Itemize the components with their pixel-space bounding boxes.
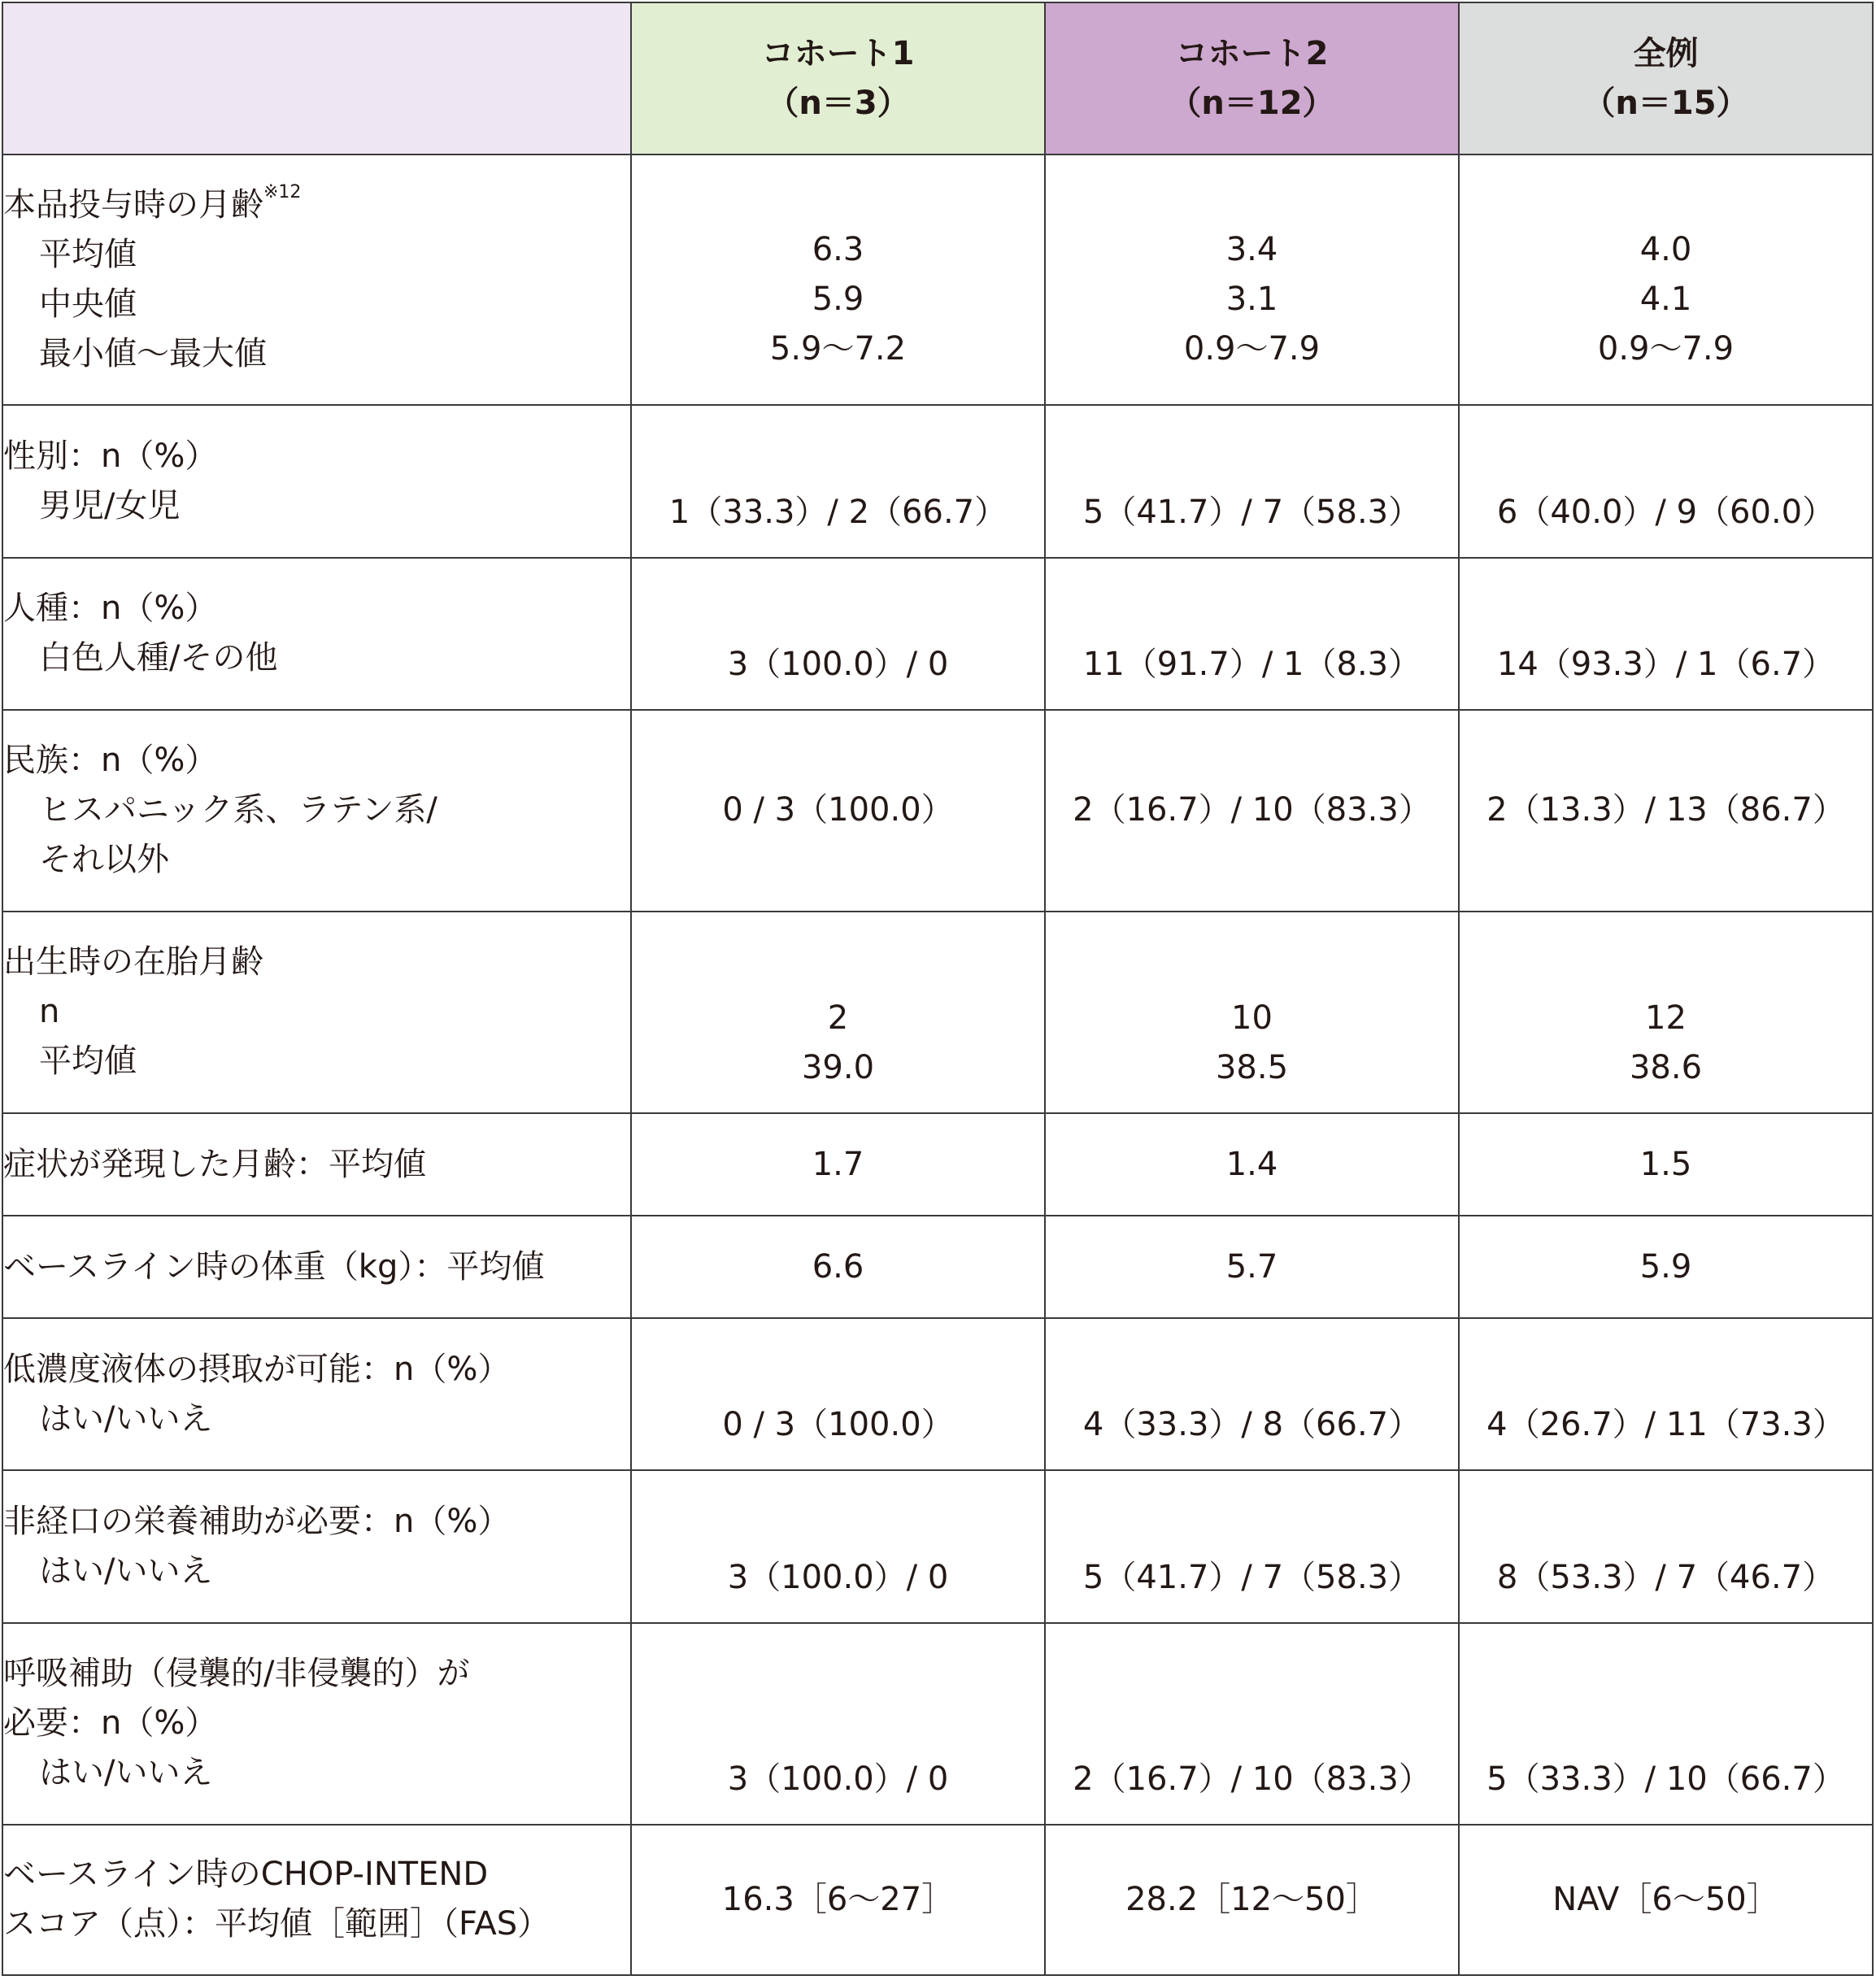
oral-title: 低濃度液体の摂取が可能：n（%） [3,1350,511,1388]
age-cohort1-range: 5.9〜7.2 [769,330,907,368]
nutrition-all-cell: 8（53.3）/ 7（46.7） [1459,1470,1873,1622]
gestation-all-cell [1459,912,1873,1113]
sex-title: 性別：n（%） [3,437,218,475]
nutrition-cohort1-cell: 3（100.0）/ 0 [631,1470,1045,1622]
table-row-oral-intake [2,1318,1873,1470]
gestation-cohort1-cell [631,912,1045,1113]
gestation-title: 出生時の在胎月齢 [3,943,263,981]
respiratory-all-cell: 5（33.3）/ 10（66.7） [1459,1623,1873,1825]
age-cohort2-range: 0.9〜7.9 [1183,330,1321,368]
age-cohort2-mean: 3.4 [1225,231,1278,269]
age-footnote-mark: ※12 [263,182,302,203]
sex-cohort2-cell: 5（41.7）/ 7（58.3） [1045,405,1459,557]
sex-all-cell: 6（40.0）/ 9（60.0） [1459,405,1873,557]
ethnicity-cohort1-cell: 0 / 3（100.0） [631,710,1045,912]
age-cohort2-median: 3.1 [1225,281,1278,319]
row-label-sex [2,405,631,557]
respiratory-cohort2-cell: 2（16.7）/ 10（83.3） [1045,1623,1459,1825]
gestation-all-n: 12 [1645,999,1687,1038]
chop-all-cell: NAV［6〜50］ [1459,1825,1873,1975]
baseline-characteristics-table [2,2,1874,1976]
ethnicity-sub1: ヒスパニック系、ラテン系/ [39,791,437,829]
age-cohort1-median: 5.9 [812,281,864,319]
gestation-cohort1-mean: 39.0 [801,1049,875,1087]
race-sub: 白色人種/その他 [39,639,278,677]
table-row-respiratory-support [2,1623,1873,1825]
ethnicity-all-cell: 2（13.3）/ 13（86.7） [1459,710,1873,912]
all-name: 全例 [1633,34,1699,72]
cohort2-n: （n＝12） [1169,84,1335,122]
weight-cohort1-cell: 6.6 [631,1216,1045,1318]
table-row-chop-intend [2,1825,1873,1975]
age-title: 本品投与時の月齢 [3,186,263,224]
table-row-age [2,154,1873,405]
chop-cohort1-cell: 16.3［6〜27］ [631,1825,1045,1975]
symptom-cohort1-cell: 1.7 [631,1113,1045,1216]
gestation-cohort2-mean: 38.5 [1215,1049,1289,1087]
table-row-symptom-onset [2,1113,1873,1216]
table-row-gestation [2,912,1873,1113]
table-row-weight [2,1216,1873,1318]
chop-title2: スコア（点）：平均値［範囲］（FAS） [3,1905,551,1943]
gestation-cohort2-n: 10 [1231,999,1273,1038]
gestation-cohort2-cell [1045,912,1459,1113]
age-cohort2-cell [1045,154,1459,405]
race-title: 人種：n（%） [3,590,218,628]
nutrition-cohort2-cell: 5（41.7）/ 7（58.3） [1045,1470,1459,1622]
row-label-symptom-onset: 症状が発現した月齢：平均値 [2,1113,631,1216]
respiratory-title1: 呼吸補助（侵襲的/非侵襲的）が [3,1655,470,1693]
ethnicity-cohort2-cell: 2（16.7）/ 10（83.3） [1045,710,1459,912]
sex-sub: 男児/女児 [39,486,181,524]
age-sub-mean: 平均値 [39,236,137,274]
gestation-all-mean: 38.6 [1629,1049,1703,1087]
symptom-all-cell: 1.5 [1459,1113,1873,1216]
row-label-oral-intake [2,1318,631,1470]
age-all-mean: 4.0 [1639,231,1692,269]
nutrition-title: 非経口の栄養補助が必要：n（%） [3,1502,511,1540]
gestation-sub-n: n [39,993,60,1031]
chop-title1: ベースライン時のCHOP-INTEND [3,1856,489,1894]
nutrition-sub: はい/いいえ [39,1551,213,1590]
row-label-gestation [2,912,631,1113]
gestation-sub-mean: 平均値 [39,1042,137,1081]
sex-cohort1-cell: 1（33.3）/ 2（66.7） [631,405,1045,557]
oral-cohort1-cell: 0 / 3（100.0） [631,1318,1045,1470]
gestation-cohort1-n: 2 [827,999,849,1038]
row-label-chop-intend [2,1825,631,1975]
table-row-sex [2,405,1873,557]
cohort1-n: （n＝3） [766,84,910,122]
header-all [1459,2,1873,154]
row-label-weight: ベースライン時の体重（kg）：平均値 [2,1216,631,1318]
age-all-cell [1459,154,1873,405]
age-cohort1-cell [631,154,1045,405]
all-n: （n＝15） [1582,84,1749,122]
ethnicity-title: 民族：n（%） [3,742,218,780]
age-sub-range: 最小値〜最大値 [39,335,267,373]
age-cohort1-mean: 6.3 [812,231,864,269]
oral-all-cell: 4（26.7）/ 11（73.3） [1459,1318,1873,1470]
header-cohort2 [1045,2,1459,154]
age-all-range: 0.9〜7.9 [1597,330,1735,368]
table-row-race [2,558,1873,710]
oral-cohort2-cell: 4（33.3）/ 8（66.7） [1045,1318,1459,1470]
header-blank-cell [2,2,631,154]
race-all-cell: 14（93.3）/ 1（6.7） [1459,558,1873,710]
row-label-age [2,154,631,405]
respiratory-title2: 必要：n（%） [3,1704,218,1743]
race-cohort1-cell: 3（100.0）/ 0 [631,558,1045,710]
weight-cohort2-cell: 5.7 [1045,1216,1459,1318]
race-cohort2-cell: 11（91.7）/ 1（8.3） [1045,558,1459,710]
age-all-median: 4.1 [1639,281,1692,319]
row-label-respiratory-support [2,1623,631,1825]
ethnicity-sub2: それ以外 [39,841,169,879]
header-cohort1 [631,2,1045,154]
table-row-nutrition-support [2,1470,1873,1622]
respiratory-cohort1-cell: 3（100.0）/ 0 [631,1623,1045,1825]
symptom-cohort2-cell: 1.4 [1045,1113,1459,1216]
age-sub-median: 中央値 [39,285,137,324]
cohort1-name: コホート1 [761,34,915,72]
table-row-ethnicity [2,710,1873,912]
row-label-race [2,558,631,710]
oral-sub: はい/いいえ [39,1399,213,1438]
respiratory-sub: はい/いいえ [39,1754,213,1792]
row-label-nutrition-support [2,1470,631,1622]
cohort2-name: コホート2 [1175,34,1329,72]
weight-all-cell: 5.9 [1459,1216,1873,1318]
header-row [2,2,1873,154]
row-label-ethnicity [2,710,631,912]
chop-cohort2-cell: 28.2［12〜50］ [1045,1825,1459,1975]
